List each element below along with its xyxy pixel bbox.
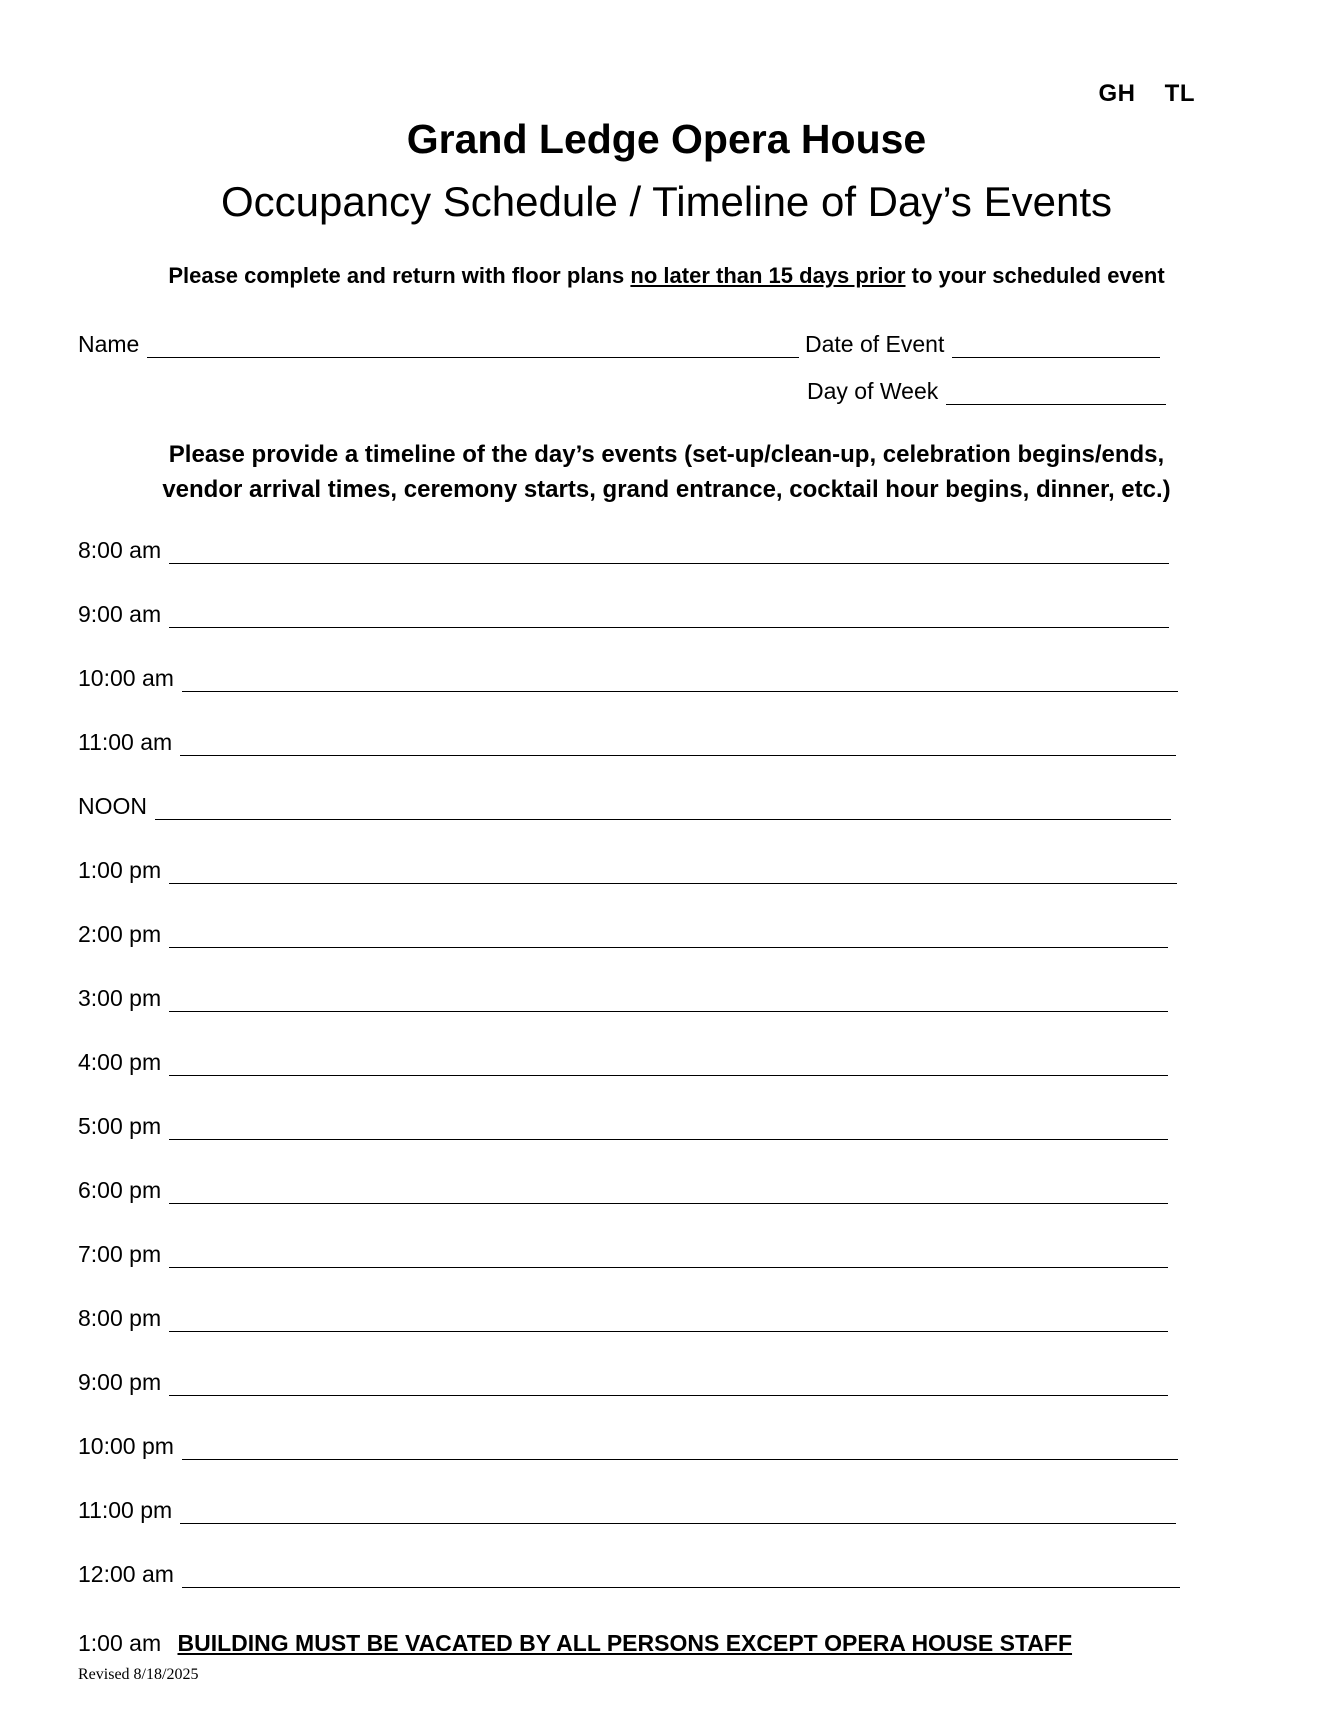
page-subtitle: Occupancy Schedule / Timeline of Day’s Events [220,178,1112,225]
slot-entry-line[interactable] [169,1367,1168,1396]
page-title: Grand Ledge Opera House [406,116,927,162]
schedule-slot[interactable] [78,599,1180,663]
slot-entry-line[interactable] [182,1559,1180,1588]
date-of-event-input-line[interactable] [952,333,1160,358]
schedule-slot[interactable] [78,1175,1180,1239]
slot-time: 10:00 am [78,665,174,691]
schedule-slot[interactable] [78,1367,1180,1431]
slot-entry-line[interactable] [169,1111,1168,1140]
timeline-instruction-line-2: vendor arrival times, ceremony starts, grand entrance, cocktail hour begins, dinner, etc.) [162,476,1171,503]
instruction-text-after: to your scheduled event [905,263,1165,288]
closing-time: 1:00 am [78,1630,162,1656]
slot-time: 10:00 pm [78,1433,174,1459]
initials-tl: TL [1164,80,1195,107]
schedule-slot[interactable] [78,919,1180,983]
slot-time: 8:00 am [78,537,162,563]
staff-initials [1077,80,1196,108]
slot-time: 1:00 pm [78,857,162,883]
slot-time: 12:00 am [78,1561,174,1587]
slot-time: 5:00 pm [78,1113,162,1139]
schedule-slot[interactable] [78,855,1180,919]
schedule-slot[interactable] [78,1239,1180,1303]
name-field[interactable] [78,326,799,358]
schedule-slot[interactable] [78,1431,1180,1495]
schedule-slot[interactable] [78,1111,1180,1175]
schedule-slot[interactable] [78,1495,1180,1559]
schedule-slot[interactable] [78,791,1180,855]
timeline-instruction [0,437,1333,507]
schedule-slot[interactable] [78,1559,1180,1623]
slot-time: 4:00 pm [78,1049,162,1075]
slot-time: 11:00 pm [78,1497,173,1523]
day-of-week-field[interactable] [807,373,1166,405]
day-of-week-input-line[interactable] [946,380,1166,405]
instruction-text-before: Please complete and return with floor plans [168,263,631,288]
date-of-event-field[interactable] [805,326,1160,358]
initials-gh: GH [1098,80,1136,107]
slot-time: 7:00 pm [78,1241,162,1267]
instruction-deadline: no later than 15 days prior [630,263,906,288]
day-of-week-label: Day of Week [807,378,939,404]
schedule-slot[interactable] [78,727,1180,791]
slot-time: 8:00 pm [78,1305,162,1331]
slot-entry-line[interactable] [182,663,1178,692]
schedule-slot[interactable] [78,663,1180,727]
slot-entry-line[interactable] [182,1431,1178,1460]
slot-time: 9:00 pm [78,1369,162,1395]
closing-time-row [78,1630,1072,1657]
slot-entry-line[interactable] [169,535,1169,564]
schedule-slot[interactable] [78,1047,1180,1111]
slot-time: NOON [78,793,147,819]
schedule-slot[interactable] [78,535,1180,599]
slot-time: 2:00 pm [78,921,162,947]
slot-entry-line[interactable] [169,983,1168,1012]
vacate-warning: BUILDING MUST BE VACATED BY ALL PERSONS EXCEPT OPERA HOUSE STAFF [177,1630,1073,1656]
slot-time: 9:00 am [78,601,162,627]
slot-entry-line[interactable] [155,791,1171,820]
slot-entry-line[interactable] [169,855,1177,884]
slot-entry-line[interactable] [169,1175,1168,1204]
slot-entry-line[interactable] [169,1303,1168,1332]
slot-entry-line[interactable] [169,599,1169,628]
slot-entry-line[interactable] [169,1239,1168,1268]
slot-entry-line[interactable] [169,1047,1168,1076]
schedule-list [78,535,1180,1623]
date-of-event-label: Date of Event [805,331,945,357]
schedule-slot[interactable] [78,983,1180,1047]
name-input-line[interactable] [147,333,799,358]
name-label: Name [78,331,140,357]
schedule-slot[interactable] [78,1303,1180,1367]
slot-entry-line[interactable] [180,1495,1176,1524]
slot-entry-line[interactable] [169,919,1168,948]
slot-time: 3:00 pm [78,985,162,1011]
slot-time: 6:00 pm [78,1177,162,1203]
return-instruction [0,263,1333,289]
slot-entry-line[interactable] [180,727,1176,756]
revision-date: Revised 8/18/2025 [78,1666,199,1683]
slot-time: 11:00 am [78,729,173,755]
timeline-instruction-line-1: Please provide a timeline of the day’s events (set-up/clean-up, celebration begins/ends, [168,441,1165,468]
